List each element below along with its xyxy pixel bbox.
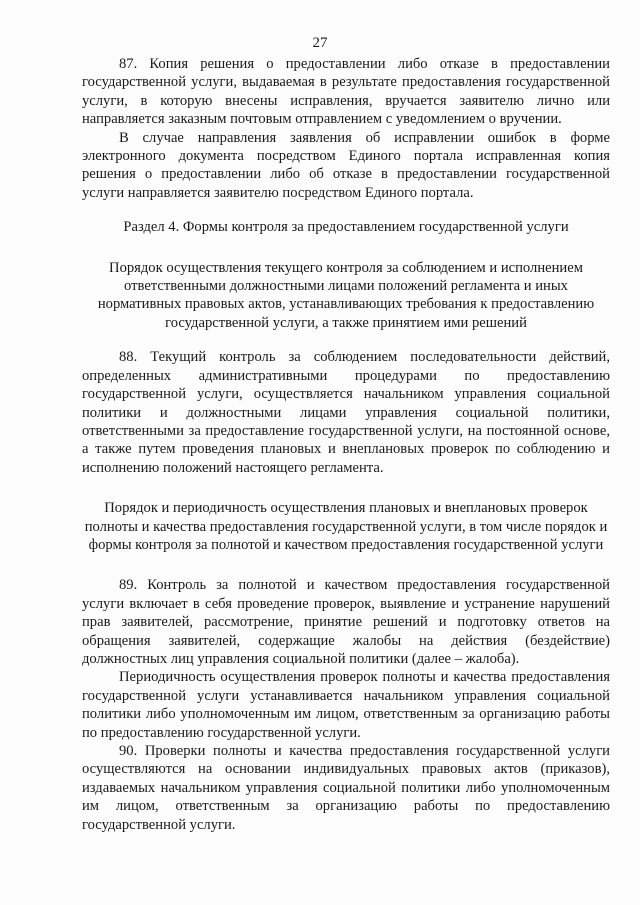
section-4-title: Раздел 4. Формы контроля за предоставлением государственной услуги xyxy=(123,219,569,236)
paragraph-90: 90. Проверки полноты и качества предоставления государственной услуги осуществляются на основании индивидуальных правовых актов (приказов), издаваемых начальником управления социальной политики либо уполномоченным им лицом, ответственным за организацию работы по предоставлению государственной услуги. xyxy=(82,743,610,833)
subsection-heading-current-control: Порядок осуществления текущего контроля за соблюдением и исполнением ответственными должностными лицами положений регламента и иных нормативных правовых актов, устанавливающих требования к предоставлению государственной услуги, а также принятием ими решений xyxy=(97,259,595,331)
spacer xyxy=(82,237,610,259)
subsection-heading-inspections: Порядок и периодичность осуществления плановых и внеплановых проверок полноты и качества предоставления государственной услуги, в том числе порядок и формы контроля за полнотой и качеством предоставления государственной услуги xyxy=(84,500,608,553)
paragraph-87-electronic: В случае направления заявления об исправлении ошибок в форме электронного документа посредством Единого портала исправленная копия решения о предоставлении либо об отказе в предоставлении государственной услуги направляется заявителю посредством Единого портала. xyxy=(82,129,610,201)
page-number: 27 xyxy=(312,35,328,51)
paragraph-87: 87. Копия решения о предоставлении либо отказе в предоставлении государственной услуги, выдаваемая в результате предоставления государственной услуги, в которую внесены исправления, вручается заявителю лично или направляется заказным почтовым отправлением с уведомлением о вручении. xyxy=(82,56,610,128)
spacer xyxy=(82,477,610,499)
page-content xyxy=(82,55,610,834)
spacer xyxy=(82,554,610,576)
paragraph-89-periodicity: Периодичность осуществления проверок полноты и качества предоставления государственной услуги устанавливается начальником управления социальной политики либо уполномоченным им лицом, ответственным за организацию работы по предоставлению государственной услуги. xyxy=(82,669,610,741)
paragraph-88: 88. Текущий контроль за соблюдением последовательности действий, определенных административными процедурами по предоставлению государственной услуги, осуществляется начальником управления социальной политики и должностными лицами управления социальной политики, ответственными за предоставление государственной услуги, на постоянной основе, а также путем проведения плановых и внеплановых проверок по соблюдению и исполнению положений настоящего регламента. xyxy=(82,349,610,476)
paragraph-89: 89. Контроль за полнотой и качеством предоставления государственной услуги включает в себя проведение проверок, выявление и устранение нарушений прав заявителей, рассмотрение, принятие решений и подготовку ответов на обращения заявителей, содержащие жалобы на действия (бездействие) должностных лиц управления социальной политики (далее – жалоба). xyxy=(82,577,610,667)
spacer xyxy=(82,332,610,348)
spacer xyxy=(82,202,610,218)
